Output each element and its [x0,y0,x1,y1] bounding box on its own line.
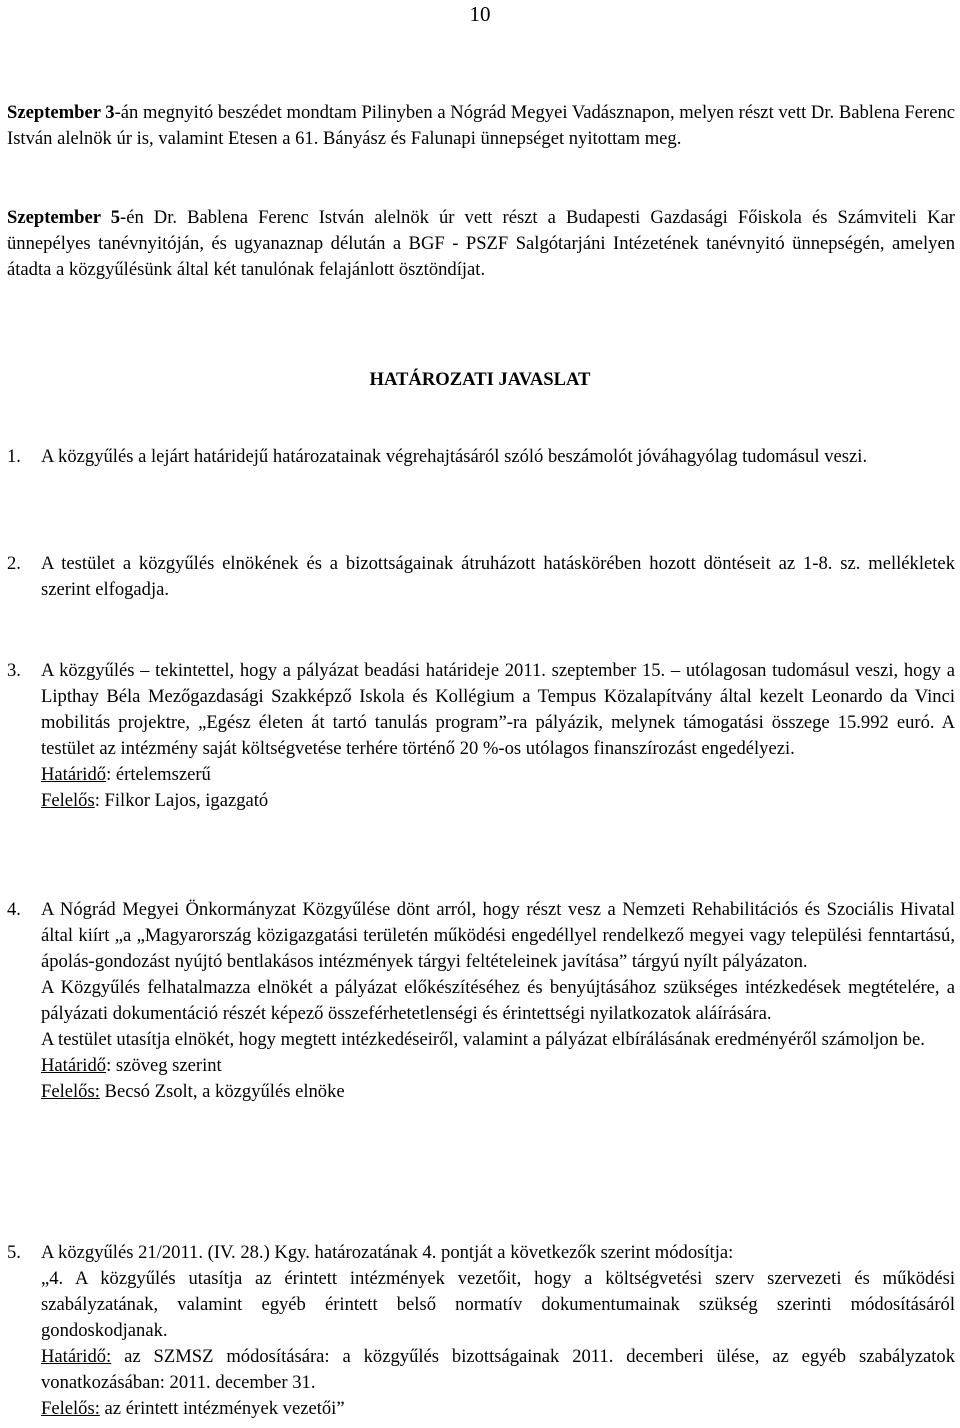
item-number: 3. [7,660,21,681]
deadline-label: Határidő [41,764,107,785]
responsible-line [41,1079,955,1105]
item-text: A testület utasítja elnökét, hogy megtett intézkedéseiről, valamint a pályázat elbírálásának eredményéről számoljon be. [41,1029,925,1050]
item-text: A közgyűlés – tekintettel, hogy a pályázat beadási határideje 2011. szeptember 15. – utólagosan tudomásul veszi, hogy a Lipthay Béla Mezőgazdasági Szakképző Iskola és Kollégium a Tempus Közalapítvány által kezelt Leonardo da Vinci mobilitás projektre, „Egész életen át tartó tanulás program”-ra pályázik, melynek támogatási összege 15.992 euró. A testület az intézmény saját költségvetése terhére történő 20 %-os utólagos finanszírozást engedélyezi. [41,660,955,759]
deadline-label: Határidő [41,1055,107,1076]
item-text: „4. A közgyűlés utasítja az érintett intézmények vezetőit, hogy a költségvetési szerv szervezeti és működési szabályzatának, valamint egyéb érintett belső normatív dokumentumainak szükség szerinti módosításáról gondoskodjanak. [41,1268,955,1341]
page-number: 10 [469,2,491,26]
resolution-item-4 [7,897,955,1105]
item-number: 4. [7,899,21,920]
item-number: 1. [7,446,21,467]
resolution-item-5 [7,1240,955,1422]
deadline-value: az SZMSZ módosítására: a közgyűlés bizottságainak 2011. decemberi ülése, az egyéb szabályzatok vonatkozásában: 2011. december 31. [41,1346,955,1393]
deadline-label: Határidő: [41,1346,112,1367]
resolution-item-2 [7,551,955,603]
item-text: A Nógrád Megyei Önkormányzat Közgyűlése dönt arról, hogy részt vesz a Nemzeti Rehabilitációs és Szociális Hivatal által kiírt „a „Magyarország közigazgatási területén működési engedéllyel rendelkező megyei vagy települési fenntartású, ápolás-gondozást nyújtó bentlakásos intézmények tárgyi feltételeinek javítása” tárgyú nyílt pályázaton. [41,899,955,972]
responsible-value: : Filkor Lajos, igazgató [94,790,269,811]
item-text: A közgyűlés a lejárt határidejű határozatainak végrehajtásáról szóló beszámolót jóváhagyólag tudomásul veszi. [41,446,868,467]
deadline-value: : értelemszerű [106,764,211,785]
paragraph-text: -án megnyitó beszédet mondtam Pilinyben a Nógrád Megyei Vadásznapon, melyen részt vett Dr. Bablena Ferenc István alelnök úr is, valamint Etesen a 61. Bányász és Falunapi ünnepséget nyitottam meg. [7,102,955,149]
responsible-label: Felelős: [41,1398,100,1419]
resolution-item-1 [7,444,955,470]
resolution-item-3 [7,658,955,814]
responsible-label: Felelős: [41,1081,100,1102]
resolution-heading: HATÁROZATI JAVASLAT [369,369,591,390]
responsible-line [41,788,955,814]
paragraph-text: -én Dr. Bablena Ferenc István alelnök úr vett részt a Budapesti Gazdasági Főiskola és Számviteli Kar ünnepélyes tanévnyitóján, és ugyanaznap délután a BGF - PSZF Salgótarjáni Intézetének tanévnyitó ünnepségén, amelyen átadta a közgyűlésünk által két tanulónak felajánlott ösztöndíjat. [7,207,955,280]
item-text: A Közgyűlés felhatalmazza elnökét a pályázat előkészítéséhez és benyújtásához szükséges intézkedések megtételére, a pályázati dokumentáció részét képező összeférhetetlenségi és érintettségi nyilatkozatok aláírására. [41,977,955,1024]
item-text: A testület a közgyűlés elnökének és a bizottságainak átruházott hatáskörében hozott döntéseit az 1-8. sz. mellékletek szerint elfogadja. [41,553,955,600]
paragraph-september-5 [7,205,955,283]
responsible-line [41,1396,955,1422]
date-label: Szeptember 5 [7,207,120,228]
deadline-value: : szöveg szerint [106,1055,222,1076]
responsible-label: Felelős [41,790,95,811]
item-number: 5. [7,1242,21,1263]
responsible-value: Becsó Zsolt, a közgyűlés elnöke [99,1081,345,1102]
deadline-line [41,1053,955,1079]
paragraph-september-3 [7,100,955,152]
item-text: A közgyűlés 21/2011. (IV. 28.) Kgy. határozatának 4. pontját a következők szerint módosítja: [41,1242,734,1263]
date-label: Szeptember 3 [7,102,115,123]
deadline-line [41,762,955,788]
item-number: 2. [7,553,21,574]
deadline-line [41,1344,955,1396]
responsible-value: az érintett intézmények vezetői” [99,1398,345,1419]
